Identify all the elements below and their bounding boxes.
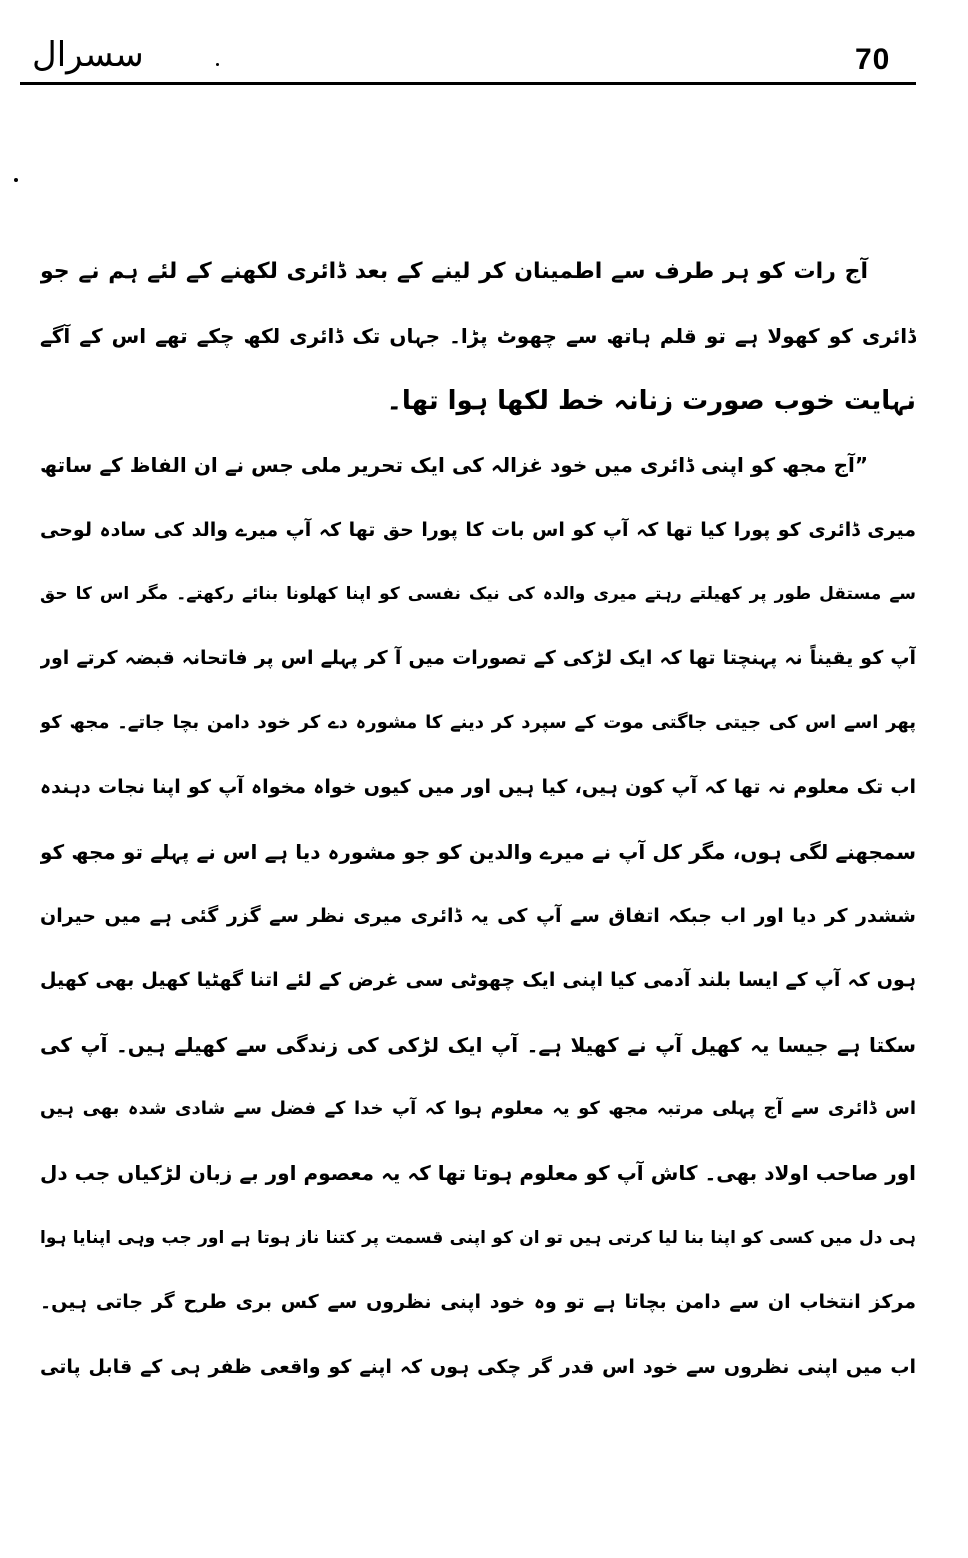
text-line: پھر اسے اس کی جیتی جاگتی موت کے سپرد کر دینے کا مشورہ دے کر خود دامن بچا جاتے۔ مجھ کو (40, 711, 916, 733)
header-rule (20, 82, 916, 85)
text-line: ”آج مجھ کو اپنی ڈائری میں خود غزالہ کی ایک تحریر ملی جس نے ان الفاظ کے ساتھ (40, 453, 868, 478)
text-line: اور صاحب اولاد بھی۔ کاش آپ کو معلوم ہوتا تھا کہ یہ معصوم اور بے زبان لڑکیاں جب دل (40, 1161, 916, 1186)
text-line: ڈائری کو کھولا ہے تو قلم ہاتھ سے چھوٹ پڑا۔ جہاں تک ڈائری لکھ چکے تھے اس کے آگے (40, 324, 916, 349)
text-line: اس ڈائری سے آج پہلی مرتبہ مجھ کو یہ معلوم ہوا کہ آپ خدا کے فضل سے شادی شدہ بھی ہیں (40, 1098, 916, 1120)
text-line: آپ کو یقیناً نہ پہنچتا تھا کہ ایک لڑکی کے تصورات میں آ کر پہلے اس پر فاتحانہ قبضہ کرتے اور (40, 647, 916, 670)
text-line: آج رات کو ہر طرف سے اطمینان کر لینے کے بعد ڈائری لکھنے کے لئے ہم نے جو (40, 259, 868, 284)
text-line: ہوں کہ آپ کے ایسا بلند آدمی کیا اپنی ایک چھوٹی سی غرض کے لئے اتنا گھٹیا کھیل بھی کھیل (40, 969, 916, 992)
print-speck (14, 178, 18, 182)
text-line: اب تک معلوم نہ تھا کہ آپ کون ہیں، کیا ہیں اور میں کیوں خواہ مخواہ آپ کو اپنا نجات دہندہ (40, 776, 916, 799)
text-line: اب میں اپنی نظروں سے خود اس قدر گر چکی ہوں کہ اپنے کو واقعی ظفر ہی کے قابل پاتی (40, 1355, 916, 1378)
text-line: ہی دل میں کسی کو اپنا بنا لیا کرتی ہیں تو ان کو اپنی قسمت پر کتنا ناز ہوتا ہے اور جب وہی اپنایا ہوا (40, 1227, 916, 1248)
running-title: سسرال (32, 35, 144, 75)
text-line: ششدر کر دیا اور اب جبکہ اتفاق سے آپ کی یہ ڈائری میری نظر سے گزر گئی ہے میں حیران (40, 904, 916, 927)
text-line: سمجھنے لگی ہوں، مگر کل آپ نے میرے والدین کو جو مشورہ دیا ہے اس نے پہلے تو مجھ کو (40, 839, 916, 864)
text-line: میری ڈائری کو پورا کیا تھا کہ آپ کو اس بات کا پورا حق تھا کہ آپ میرے والد کی سادہ لوحی (40, 518, 916, 541)
text-line: سکتا ہے جیسا یہ کھیل آپ نے کھیلا ہے۔ آپ ایک لڑکی کی زندگی سے کھیلے ہیں۔ آپ کی (40, 1032, 916, 1057)
body-text (40, 240, 916, 1399)
text-line: مرکز انتخاب ان سے دامن بچاتا ہے تو وہ خود اپنی نظروں سے کس بری طرح گر جاتی ہیں۔ (40, 1291, 916, 1314)
page-header (30, 30, 916, 90)
text-line: نہایت خوب صورت زنانہ خط لکھا ہوا تھا۔ (386, 385, 916, 416)
page-number: 70 (855, 43, 891, 76)
print-speck (216, 63, 219, 66)
text-line: سے مستقل طور پر کھیلتے رہتے میری والدہ کی نیک نفسی کو اپنا کھلونا بنائے رکھتے۔ مگر اس کا حق (40, 583, 916, 604)
